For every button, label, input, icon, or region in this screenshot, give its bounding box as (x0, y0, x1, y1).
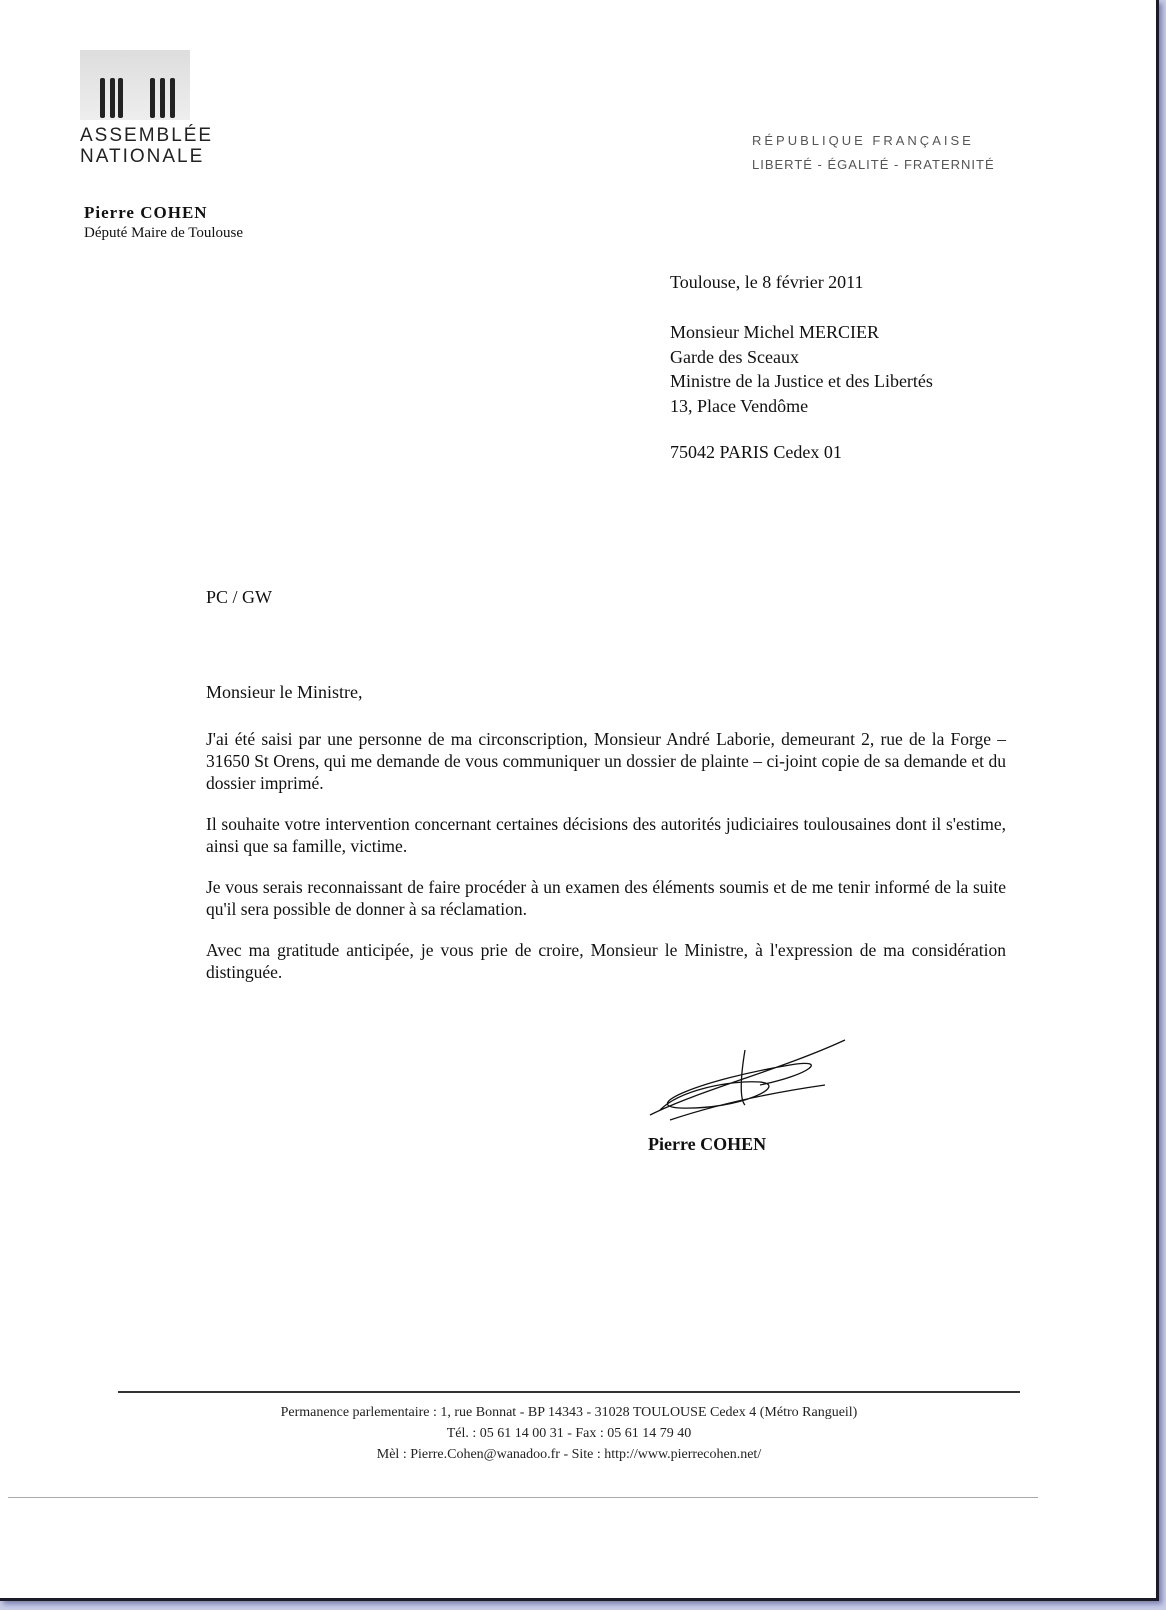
footer-divider (118, 1391, 1020, 1393)
recipient-address: Monsieur Michel MERCIER Garde des Sceaux Ministre de la Justice et des Libertés 13, Place Vendôme 75042 PARIS Cedex 01 (670, 322, 933, 462)
sender-name: Pierre COHEN (84, 203, 208, 222)
paragraph: J'ai été saisi par une personne de ma circonscription, Monsieur André Laborie, demeurant 2, rue de la Forge – 31650 St Orens, qui me demande de vous communiquer un dossier de plainte – ci-joint copie de sa demande et du dossier imprimé. (206, 729, 1006, 793)
paragraph: Je vous serais reconnaissant de faire procéder à un examen des éléments soumis et de me tenir informé de la suite qu'il sera possible de donner à sa réclamation. (206, 877, 1006, 919)
date-line: Toulouse, le 8 février 2011 (670, 272, 864, 292)
institution-name: ASSEMBLÉE NATIONALE (80, 125, 214, 167)
handwritten-signature (640, 1030, 860, 1130)
motto: LIBERTÉ - ÉGALITÉ - FRATERNITÉ (752, 157, 995, 172)
scan-artifact-line (8, 1497, 1038, 1498)
signature-name: Pierre COHEN (648, 1134, 767, 1154)
paragraph: Il souhaite votre intervention concernant certaines décisions des autorités judiciaires toulousaines dont il s'estime, ainsi que sa famille, victime. (206, 814, 1006, 856)
assemblee-nationale-logo (80, 50, 190, 120)
reference: PC / GW (206, 587, 273, 607)
paragraph: Avec ma gratitude anticipée, je vous prie de croire, Monsieur le Ministre, à l'expression de ma considération distinguée. (206, 940, 1006, 982)
footer-contact: Permanence parlementaire : 1, rue Bonnat - BP 14343 - 31028 TOULOUSE Cedex 4 (Métro Rangueil) Tél. : 05 61 14 00 31 - Fax : 05 61 14 79 40 Mèl : Pierre.Cohen@wanadoo.fr - Site : http://www.pierrecohen.net/ (280, 1405, 858, 1462)
salutation: Monsieur le Ministre, (206, 682, 363, 702)
republic-heading: RÉPUBLIQUE FRANÇAISE (752, 133, 974, 148)
sender-role: Député Maire de Toulouse (84, 225, 244, 241)
letter-body (206, 728, 1006, 1002)
